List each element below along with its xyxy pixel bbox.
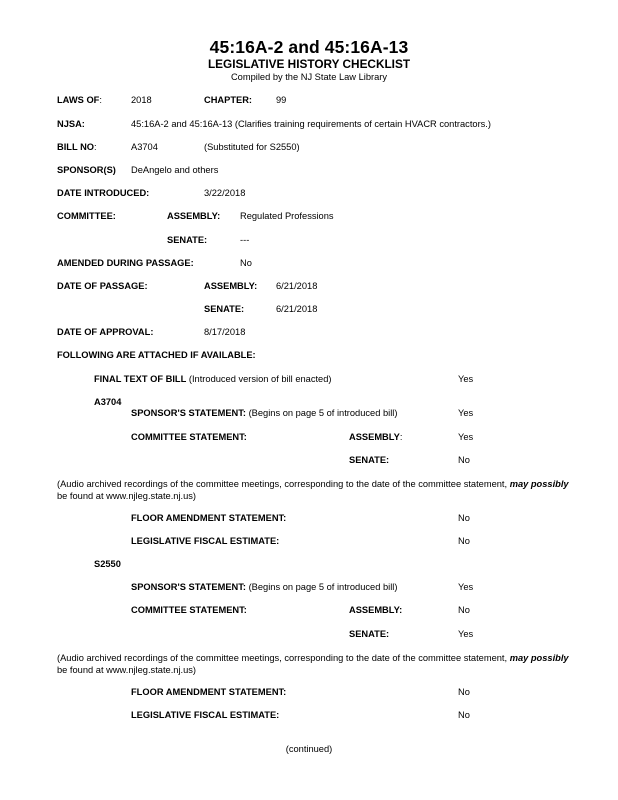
s2550-fiscal-estimate-label: LEGISLATIVE FISCAL ESTIMATE: <box>131 710 280 720</box>
a3704-fiscal-estimate-label: LEGISLATIVE FISCAL ESTIMATE: <box>131 536 280 546</box>
amended-value: No <box>240 258 252 268</box>
s2550-assembly-label: ASSEMBLY: <box>349 605 403 615</box>
sponsors-label: SPONSOR(S) <box>57 165 116 175</box>
s2550-floor-amendment-label: FLOOR AMENDMENT STATEMENT: <box>131 687 287 697</box>
committee-senate-label: SENATE: <box>167 235 208 245</box>
compiled-by: Compiled by the NJ State Law Library <box>230 72 388 82</box>
laws-of-label: LAWS OF: <box>57 95 102 105</box>
chapter-label: CHAPTER: <box>204 95 253 105</box>
s2550-audio-note: (Audio archived recordings of the committee meetings, corresponding to the date of the committee statement, may possibly be found at www.njleg.state.nj.us) <box>57 653 569 675</box>
attached-heading: FOLLOWING ARE ATTACHED IF AVAILABLE: <box>57 350 256 360</box>
a3704-sponsor-statement: SPONSOR'S STATEMENT: (Begins on page 5 of introduced bill) <box>131 408 398 418</box>
final-text-label: FINAL TEXT OF BILL (Introduced version of bill enacted) <box>94 374 332 384</box>
a3704-floor-amendment-label: FLOOR AMENDMENT STATEMENT: <box>131 513 287 523</box>
passage-assembly-label: ASSEMBLY: <box>204 281 258 291</box>
a3704-committee-statement: COMMITTEE STATEMENT: <box>131 432 247 442</box>
a3704-senate-label: SENATE: <box>349 455 390 465</box>
s2550-sponsor-value: Yes <box>458 582 474 592</box>
sponsors-value: DeAngelo and others <box>131 165 219 175</box>
s2550-senate-label: SENATE: <box>349 629 390 639</box>
committee-assembly-value: Regulated Professions <box>240 211 334 221</box>
committee-senate-value: --- <box>240 235 250 245</box>
date-introduced-value: 3/22/2018 <box>204 188 246 198</box>
njsa-value: 45:16A-2 and 45:16A-13 (Clarifies training requirements of certain HVACR contractors.) <box>131 119 491 129</box>
chapter-value: 99 <box>276 95 287 105</box>
passage-assembly-value: 6/21/2018 <box>276 281 318 291</box>
a3704-bill-heading: A3704 <box>94 397 122 407</box>
a3704-floor-amendment-value: No <box>458 513 470 523</box>
committee-assembly-label: ASSEMBLY: <box>167 211 221 221</box>
a3704-fiscal-estimate-value: No <box>458 536 470 546</box>
continued-note: (continued) <box>285 744 333 754</box>
a3704-senate-value: No <box>458 455 470 465</box>
a3704-sponsor-value: Yes <box>458 408 474 418</box>
date-introduced-label: DATE INTRODUCED: <box>57 188 150 198</box>
passage-senate-label: SENATE: <box>204 304 245 314</box>
a3704-assembly-value: Yes <box>458 432 474 442</box>
a3704-audio-note: (Audio archived recordings of the committee meetings, corresponding to the date of the committee statement, may possibly be found at www.njleg.state.nj.us) <box>57 479 569 501</box>
final-text-value: Yes <box>458 374 474 384</box>
date-of-approval-value: 8/17/2018 <box>204 327 246 337</box>
s2550-sponsor-statement: SPONSOR'S STATEMENT: (Begins on page 5 of introduced bill) <box>131 582 398 592</box>
bill-no-label: BILL NO: <box>57 142 97 152</box>
page-subtitle: LEGISLATIVE HISTORY CHECKLIST <box>207 57 411 71</box>
s2550-senate-value: Yes <box>458 629 474 639</box>
s2550-committee-statement: COMMITTEE STATEMENT: <box>131 605 247 615</box>
a3704-assembly-label: ASSEMBLY: <box>349 432 403 442</box>
s2550-assembly-value: No <box>458 605 470 615</box>
committee-label: COMMITTEE: <box>57 211 116 221</box>
njsa-label: NJSA: <box>57 119 85 129</box>
s2550-fiscal-estimate-value: No <box>458 710 470 720</box>
date-of-passage-label: DATE OF PASSAGE: <box>57 281 148 291</box>
bill-no-value: A3704 <box>131 142 158 152</box>
s2550-floor-amendment-value: No <box>458 687 470 697</box>
s2550-bill-heading: S2550 <box>94 559 121 569</box>
page-title: 45:16A-2 and 45:16A-13 <box>209 37 409 57</box>
date-of-approval-label: DATE OF APPROVAL: <box>57 327 154 337</box>
amended-label: AMENDED DURING PASSAGE: <box>57 258 194 268</box>
laws-of-value: 2018 <box>131 95 152 105</box>
bill-no-note: (Substituted for S2550) <box>204 142 300 152</box>
passage-senate-value: 6/21/2018 <box>276 304 318 314</box>
